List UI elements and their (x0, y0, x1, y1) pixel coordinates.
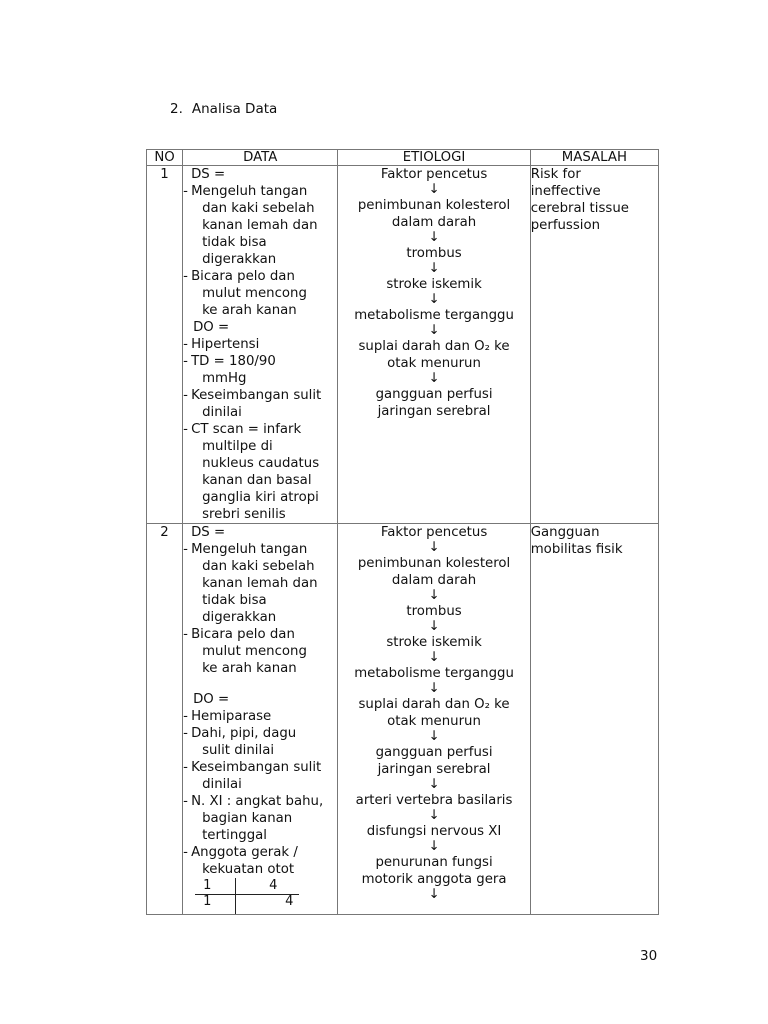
down-arrow-icon: ↓ (428, 323, 440, 338)
item-line: tertinggal (202, 828, 267, 843)
item-line: dinilai (202, 777, 242, 792)
row-number: 2 (147, 524, 183, 915)
do-item (183, 708, 337, 725)
down-arrow-icon: ↓ (428, 588, 440, 603)
item-line: Mengeluh tangan (191, 542, 308, 557)
do-item (183, 421, 337, 523)
ds-label: DS = (191, 167, 226, 182)
down-arrow-icon: ↓ (428, 292, 440, 307)
etiologi-step: disfungsi nervous XI (366, 824, 502, 839)
masalah-line: Risk for (530, 167, 581, 182)
item-line: sulit dinilai (202, 743, 275, 758)
masalah-line: perfussion (530, 218, 601, 233)
muscle-vertical-line (235, 878, 236, 914)
spacer (183, 677, 337, 691)
muscle-top-left: 1 (203, 878, 212, 893)
item-line: Bicara pelo dan (191, 269, 295, 284)
ds-item (183, 541, 337, 626)
masalah-line: ineffective (530, 184, 601, 199)
section-number: 2. (170, 101, 183, 117)
etiologi-step: penimbunan kolesterol (357, 198, 511, 213)
down-arrow-icon: ↓ (428, 681, 440, 696)
do-label: DO = (193, 692, 230, 707)
down-arrow-icon: ↓ (428, 808, 440, 823)
item-line: bagian kanan (202, 811, 293, 826)
down-arrow-icon: ↓ (428, 729, 440, 744)
masalah-line: Gangguan (530, 525, 600, 540)
etiologi-step: metabolisme terganggu (354, 308, 514, 323)
header-masalah: MASALAH (530, 150, 658, 166)
muscle-bottom-right: 4 (285, 894, 294, 909)
down-arrow-icon: ↓ (428, 887, 440, 902)
down-arrow-icon: ↓ (428, 182, 440, 197)
etiologi-step: arteri vertebra basilaris (355, 793, 513, 808)
etiologi-step: suplai darah dan O₂ ke (358, 339, 510, 354)
header-etiologi: ETIOLOGI (338, 150, 530, 166)
data-cell (183, 166, 338, 524)
section-title: Analisa Data (191, 101, 278, 117)
item-line: mulut mencong (202, 286, 307, 301)
do-item (183, 725, 337, 759)
down-arrow-icon: ↓ (428, 777, 440, 792)
item-line: ke arah kanan (202, 303, 297, 318)
item-line: N. XI : angkat bahu, (191, 794, 324, 809)
item-line: Keseimbangan sulit (191, 760, 322, 775)
item-line: srebri senilis (202, 507, 286, 522)
table-header-row (147, 150, 659, 166)
down-arrow-icon: ↓ (428, 261, 440, 276)
item-line: tidak bisa (202, 235, 267, 250)
down-arrow-icon: ↓ (428, 540, 440, 555)
item-line: kanan lemah dan (202, 218, 318, 233)
item-line: Anggota gerak / (191, 845, 298, 860)
do-item (183, 336, 337, 353)
row-number: 1 (147, 166, 183, 524)
etiologi-step: Faktor pencetus (380, 167, 488, 182)
etiologi-step: motorik anggota gera (361, 872, 507, 887)
item-line: kekuatan otot (202, 862, 295, 877)
muscle-bottom-left: 1 (203, 894, 212, 909)
etiologi-step: otak menurun (387, 356, 481, 371)
analysis-table (146, 149, 659, 915)
item-line: ke arah kanan (202, 661, 297, 676)
page-number: 30 (640, 948, 658, 964)
down-arrow-icon: ↓ (428, 650, 440, 665)
item-line: digerakkan (202, 610, 277, 625)
etiologi-step: penimbunan kolesterol (357, 556, 511, 571)
down-arrow-icon: ↓ (428, 839, 440, 854)
item-line: mmHg (202, 371, 247, 386)
item-line: Keseimbangan sulit (191, 388, 322, 403)
item-line: mulut mencong (202, 644, 307, 659)
ds-item (183, 626, 337, 677)
down-arrow-icon: ↓ (428, 371, 440, 386)
item-line: digerakkan (202, 252, 277, 267)
etiologi-step: trombus (406, 604, 462, 619)
item-line: dan kaki sebelah (202, 201, 315, 216)
masalah-cell (530, 524, 658, 915)
data-cell (183, 524, 338, 915)
etiologi-step: penurunan fungsi (375, 855, 493, 870)
item-line: Dahi, pipi, dagu (191, 726, 297, 741)
item-line: TD = 180/90 (191, 354, 276, 369)
etiologi-step: dalam darah (391, 215, 477, 230)
ds-item (183, 268, 337, 319)
ds-label: DS = (191, 525, 226, 540)
header-no: NO (147, 150, 183, 166)
etiologi-step: otak menurun (387, 714, 481, 729)
item-line: kanan lemah dan (202, 576, 318, 591)
item-line: nukleus caudatus (202, 456, 320, 471)
table-row (147, 524, 659, 915)
item-line: dinilai (202, 405, 242, 420)
do-item (183, 844, 337, 878)
table-row (147, 166, 659, 524)
item-line: CT scan = infark (191, 422, 302, 437)
item-line: kanan dan basal (202, 473, 312, 488)
section-heading (170, 101, 277, 117)
do-item (183, 793, 337, 844)
etiologi-step: jaringan serebral (377, 404, 491, 419)
item-line: dan kaki sebelah (202, 559, 315, 574)
masalah-cell (530, 166, 658, 524)
item-line: multilpe di (202, 439, 273, 454)
muscle-top-right: 4 (269, 878, 278, 893)
etiologi-step: suplai darah dan O₂ ke (358, 697, 510, 712)
ds-item (183, 183, 337, 268)
etiologi-cell (338, 524, 530, 915)
masalah-line: cerebral tissue (530, 201, 629, 216)
etiologi-step: stroke iskemik (386, 277, 482, 292)
header-data: DATA (183, 150, 338, 166)
etiologi-step: jaringan serebral (377, 762, 491, 777)
do-item (183, 353, 337, 387)
etiologi-step: stroke iskemik (386, 635, 482, 650)
etiologi-cell (338, 166, 530, 524)
item-line: Bicara pelo dan (191, 627, 295, 642)
etiologi-step: dalam darah (391, 573, 477, 588)
item-line: tidak bisa (202, 593, 267, 608)
item-line: ganglia kiri atropi (202, 490, 319, 505)
do-label: DO = (193, 320, 230, 335)
etiologi-step: metabolisme terganggu (354, 666, 514, 681)
do-item (183, 387, 337, 421)
etiologi-step: gangguan perfusi (375, 387, 493, 402)
muscle-strength-diagram (195, 878, 299, 914)
item-line: Hipertensi (191, 337, 260, 352)
masalah-line: mobilitas fisik (530, 542, 623, 557)
item-line: Mengeluh tangan (191, 184, 308, 199)
down-arrow-icon: ↓ (428, 230, 440, 245)
down-arrow-icon: ↓ (428, 619, 440, 634)
etiologi-step: gangguan perfusi (375, 745, 493, 760)
etiologi-step: Faktor pencetus (380, 525, 488, 540)
etiologi-step: trombus (406, 246, 462, 261)
item-line: Hemiparase (191, 709, 272, 724)
do-item (183, 759, 337, 793)
